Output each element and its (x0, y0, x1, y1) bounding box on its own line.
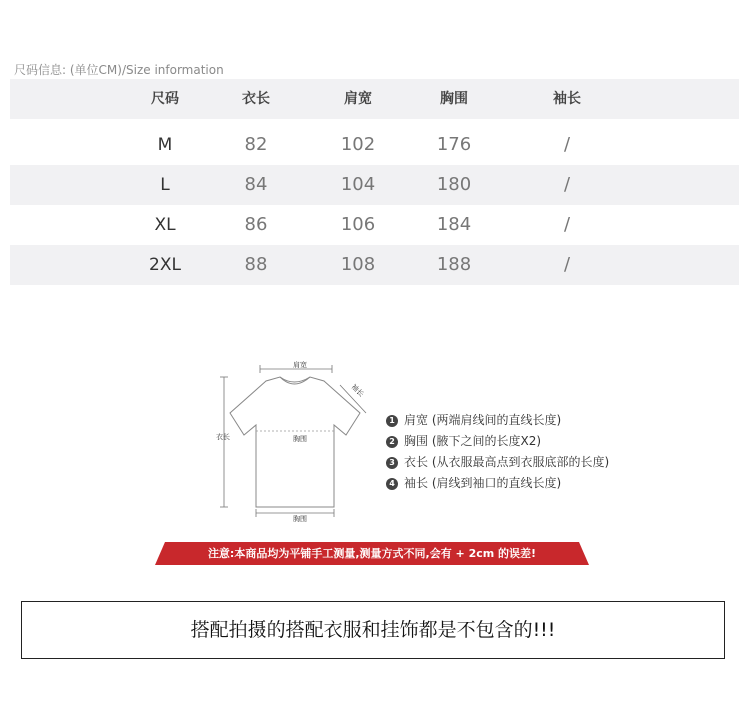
legend-item (386, 452, 609, 473)
measurement-legend (386, 410, 609, 494)
legend-text: 袖长 (肩线到袖口的直线长度) (404, 476, 562, 490)
label-shoulder: 肩宽 (293, 361, 307, 369)
banner-text: 注意:本商品均为平铺手工测量,测量方式不同,会有 + 2cm 的误差! (207, 547, 537, 560)
legend-item (386, 410, 609, 431)
number-badge-icon: 4 (386, 478, 398, 490)
cell-length: 82 (244, 134, 268, 155)
cell-chest: 180 (436, 174, 472, 195)
cell-shoulder: 102 (340, 134, 376, 155)
header-shoulder: 肩宽 (344, 91, 372, 107)
notice-box: 搭配拍摄的搭配衣服和挂饰都是不包含的!!! (21, 601, 725, 659)
label-sleeve: 袖长 (349, 382, 366, 399)
label-bottom: 胸围 (293, 515, 307, 523)
cell-shoulder: 108 (340, 254, 376, 275)
size-info-caption: 尺码信息: (单位CM)/Size information (14, 63, 224, 77)
legend-item (386, 431, 609, 452)
cell-sleeve: / (563, 214, 571, 235)
cell-size: M (157, 135, 173, 155)
table-header-row (10, 79, 739, 119)
header-sleeve: 袖长 (553, 91, 581, 107)
cell-length: 84 (244, 174, 268, 195)
table-row (10, 165, 739, 205)
measurement-note-banner (155, 542, 589, 565)
cell-shoulder: 104 (340, 174, 376, 195)
header-size: 尺码 (151, 91, 179, 107)
cell-size: 2XL (149, 255, 181, 275)
legend-text: 肩宽 (两端肩线间的直线长度) (404, 413, 562, 427)
number-badge-icon: 2 (386, 436, 398, 448)
label-chest: 胸围 (293, 435, 307, 443)
cell-chest: 188 (436, 254, 472, 275)
number-badge-icon: 3 (386, 457, 398, 469)
legend-text: 衣长 (从衣服最高点到衣服底部的长度) (404, 455, 610, 469)
cell-sleeve: / (563, 174, 571, 195)
cell-sleeve: / (563, 134, 571, 155)
legend-text: 胸围 (腋下之间的长度X2) (404, 434, 542, 448)
number-badge-icon: 1 (386, 415, 398, 427)
cell-chest: 184 (436, 214, 472, 235)
cell-size: XL (154, 215, 176, 235)
label-length: 衣长 (216, 433, 230, 441)
legend-item (386, 473, 609, 494)
cell-shoulder: 106 (340, 214, 376, 235)
cell-size: L (160, 175, 170, 195)
header-chest: 胸围 (440, 91, 468, 107)
table-row (10, 205, 739, 245)
table-row (10, 125, 739, 165)
cell-length: 86 (244, 214, 268, 235)
cell-chest: 176 (436, 134, 472, 155)
table-row (10, 245, 739, 285)
cell-length: 88 (244, 254, 268, 275)
tshirt-diagram (200, 355, 380, 525)
header-length: 衣长 (242, 91, 270, 107)
cell-sleeve: / (563, 254, 571, 275)
